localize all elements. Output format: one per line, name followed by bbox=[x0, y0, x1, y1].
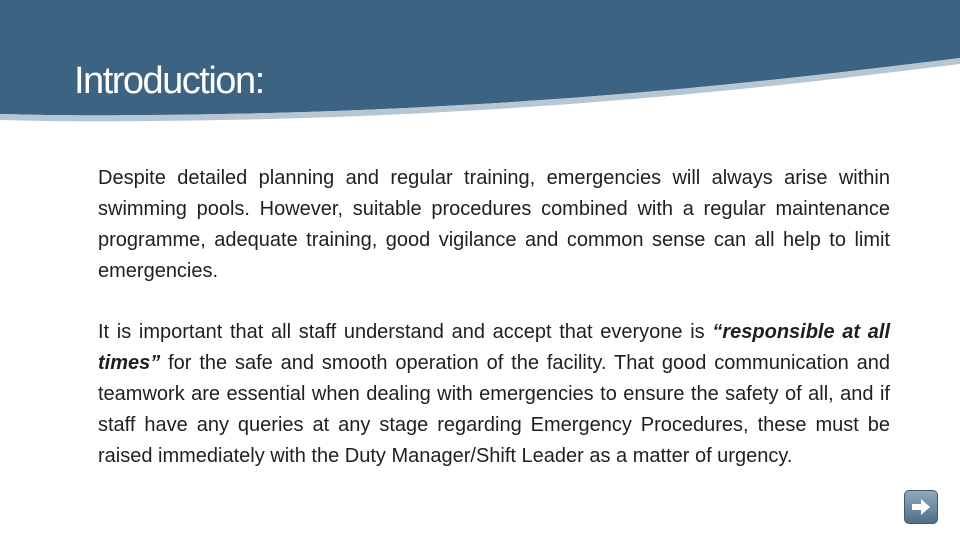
slide-body bbox=[98, 163, 890, 472]
responsibility-emphasis: “responsible at all times” bbox=[98, 321, 890, 374]
next-slide-button[interactable] bbox=[904, 490, 938, 524]
slide-title: Introduction: bbox=[74, 60, 264, 102]
paragraph-responsibility-start: It is important that all staff understand and accept that everyone is bbox=[98, 321, 713, 343]
paragraph-responsibility bbox=[98, 317, 890, 472]
arrow-right-icon bbox=[909, 495, 933, 519]
paragraph-intro: Despite detailed planning and regular training, emergencies will always arise within swimming pools. However, suitable procedures combined with a regular maintenance programme, adequate training, good vigilance and common sense can all help to limit emergencies. bbox=[98, 167, 890, 282]
paragraph-responsibility-end: for the safe and smooth operation of the facility. That good communication and teamwork are essential when dealing with emergencies to ensure the safety of all, and if staff have any queries at any stage regarding Emergency Procedures, these must be raised immediately with the Duty Manager/Shift Leader as a matter of urgency. bbox=[98, 352, 890, 467]
